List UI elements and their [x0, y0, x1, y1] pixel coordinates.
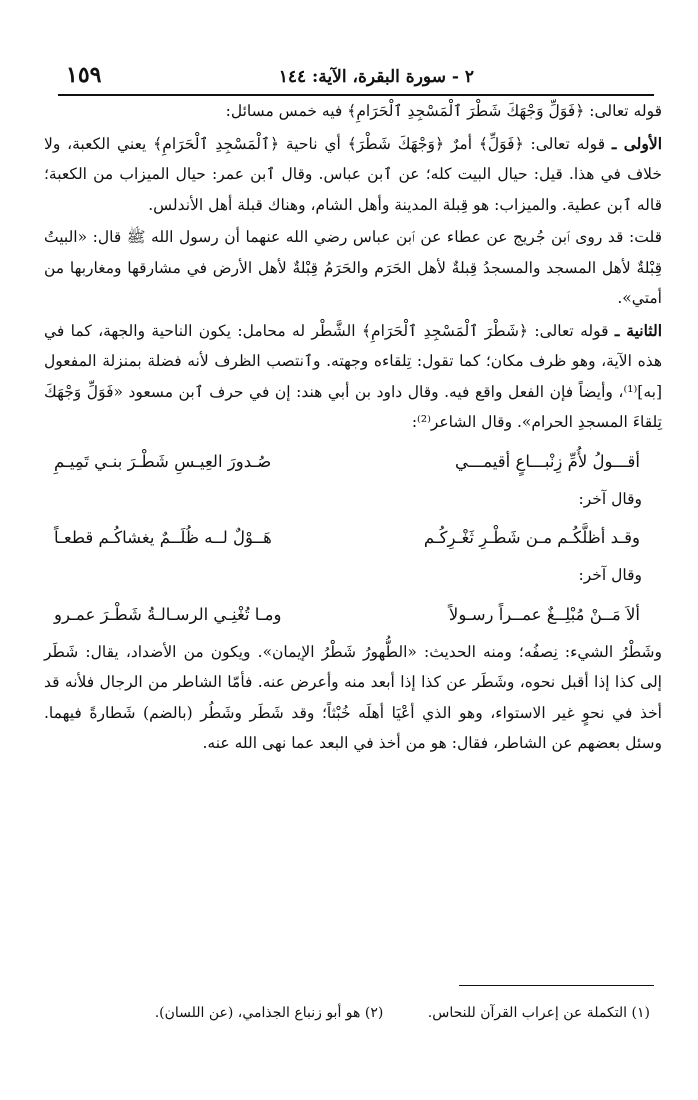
- verse-2: [54, 522, 640, 554]
- issue-label-first: الأولى ـ: [611, 133, 663, 153]
- paragraph-intro: قوله تعالى: ﴿فَوَلِّ وَجْهَكَ شَطْرَ ٱلْمَسْجِدِ ٱلْحَرَامِ﴾ فيه خمس مسائل:: [225, 102, 662, 120]
- verse-3: [54, 599, 640, 631]
- verse-3-first-hemistich: ألاَ مَــنْ مُبْلِــغٌ عمــراً رسـولاً: [448, 604, 640, 624]
- verse-3-second-hemistich: ومـا تُغْنِـي الرسـالـةُ شَطْـرَ عمـرو: [54, 604, 282, 624]
- page-number: ١٥٩: [66, 62, 102, 88]
- footnotes: [60, 1002, 650, 1024]
- verse-1-first-hemistich: أقـــولُ لأُمِّ زِنْبـــاعٍ أقيمـــي: [454, 451, 640, 471]
- footnote-2: (٢) هو أبو زنباع الجذامي، (عن اللسان).: [154, 1005, 384, 1021]
- verse-3-intro: وقال آخر:: [578, 566, 642, 584]
- page-header: [58, 60, 654, 96]
- paragraph-second-issue-text: قوله تعالى: ﴿شَطْرَ ٱلْمَسْجِدِ ٱلْحَرَامِ﴾ الشَّطْر له محامل: يكون الناحية والجهة، كما في هذه الآية، وهو ظرف مكان؛ كما تقول: تِلقاءه وجهته. وٱنتصب الظرف لأنه فضلة بمنزلة المفعول [به]⁽¹⁾، وأيضاً فإن الفعل واقع فيه. وقال داود بن أبي هند: إن في حرف ٱبن مسعود «فَوَلِّ وَجْهَكَ تِلقاءَ المسجدِ الحرام». وقال الشاعر⁽²⁾:: [44, 321, 662, 431]
- verse-2-intro: وقال آخر:: [578, 489, 642, 508]
- paragraph-note: قلت: قد روى ٱبن جُريج عن عطاء عن ٱبن عباس رضي الله عنهما أن رسول الله ﷺ قال: «البيتُ قِبْلةٌ لأهل المسجد والمسجدُ قِبلةٌ لأهل الحَرَم والحَرَمُ قِبْلةٌ لأهل الأرض في مشارقها ومغاربها من أمتي».: [44, 228, 662, 307]
- footnote-1: (١) التكملة عن إعراب القرآن للنحاس.: [427, 1005, 650, 1021]
- verse-2-first-hemistich: وقـد أظلَّكُـم مـن شَطْـرِ ثَغْـرِكُـم: [423, 528, 640, 547]
- paragraph-meaning: وشَطْرُ الشيء: نِصفُه؛ ومنه الحديث: «الطُّهورُ شَطْرُ الإيمان». ويكون من الأضداد، يقال: شَطَر إلى كذا إذا أقبل نحوه، وشَطَر عن كذا إذا أبعد منه وأعرض عنه. فأمّا الشاطر من الرجال فلأنه قد أخذ في نحوٍ غير الاستواء، وهو الذي أعْيَا أهلَه خُبْثاً؛ وقد شَطَر وشَطُر (بالضم) شَطارةً فيهما. وسئل بعضهم عن الشاطر، فقال: هو من أخذ في البعد عما نهى الله عنه.: [44, 642, 662, 752]
- paragraph-first-issue-text: قوله تعالى: ﴿فَوَلِّ﴾ أمرٌ ﴿وَجْهَكَ شَطْرَ﴾ أي ناحية ﴿ٱلْمَسْجِدِ ٱلْحَرَامِ﴾ يعني الكعبة، ولا خلاف في هذا. قيل: حيال البيت كله؛ عن ٱبن عباس. وقال ٱبن عمر: حيال الميزاب من الكعبة؛ قاله ٱبن عطية. والميزاب: هو قِبلة المدينة وأهل الشام، وهناك قبلة أهل الأندلس.: [44, 134, 662, 214]
- main-text: [44, 96, 662, 761]
- running-title: ٢ - سورة البقرة، الآية: ١٤٤: [278, 67, 474, 87]
- issue-label-second: الثانية ـ: [614, 320, 662, 340]
- footnote-divider: [459, 985, 654, 986]
- paragraph-second-issue: [44, 316, 662, 438]
- verse-1-second-hemistich: صُـدورَ العِيـسِ شَطْـرَ بنـي تَمِيـمِ: [54, 451, 272, 471]
- verse-1: [54, 446, 640, 478]
- paragraph-first-issue: [44, 129, 662, 221]
- verse-2-second-hemistich: هَــوْلٌ لــه ظُلَــمٌ يغشاكُـم قطعـاً: [54, 528, 272, 547]
